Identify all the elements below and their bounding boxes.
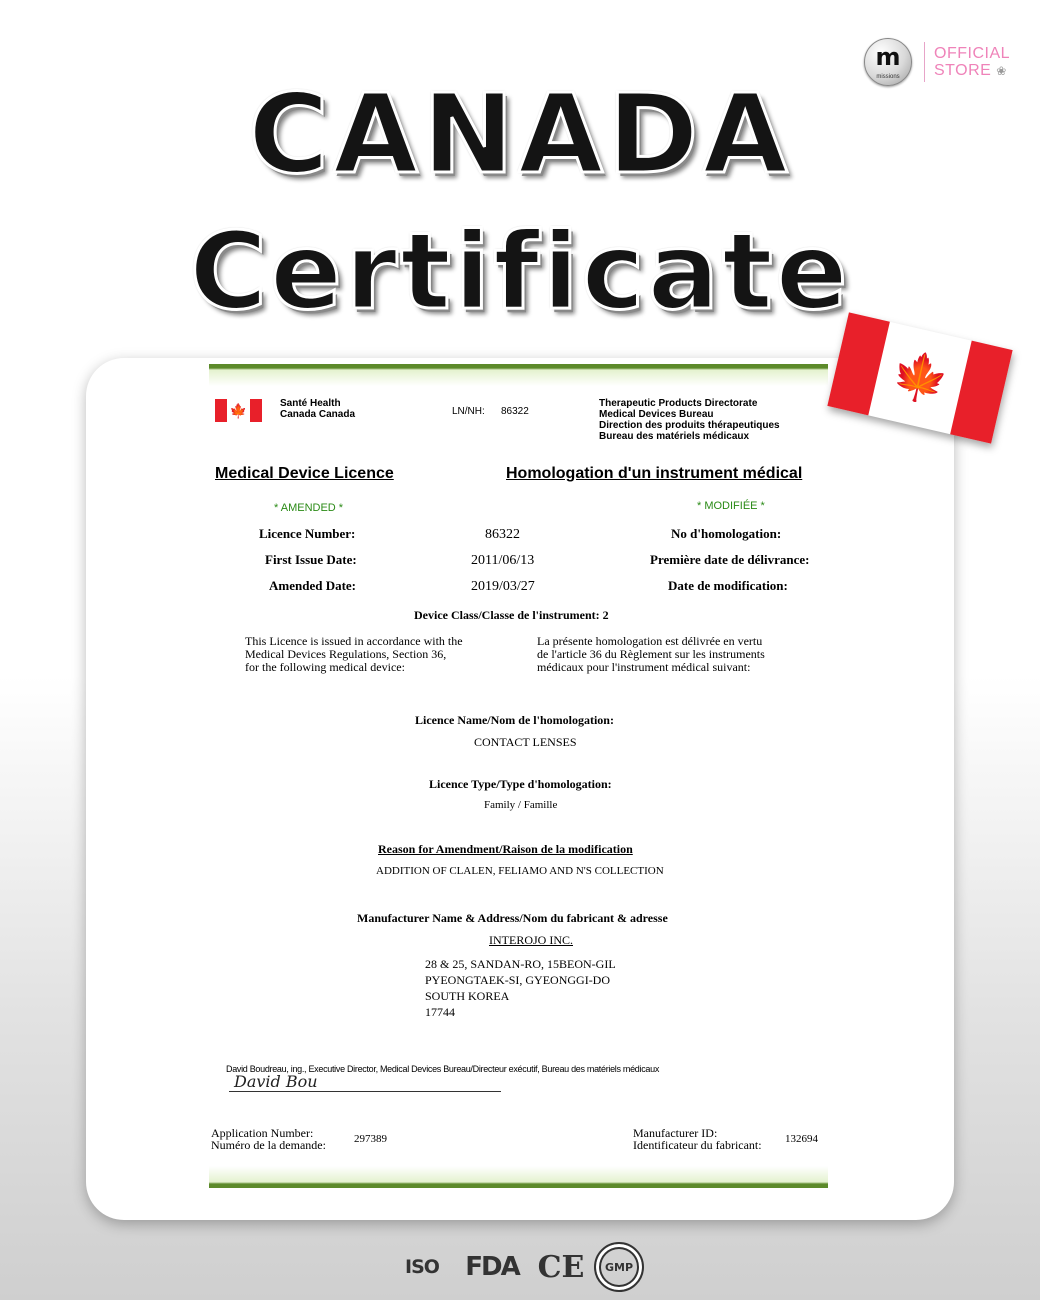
manufacturer-address-line: PYEONGTAEK-SI, GYEONGGI-DO — [425, 973, 611, 987]
manufacturer-id-label-fr: Identificateur du fabricant: — [633, 1138, 762, 1152]
issued-fr-line: de l'article 36 du Règlement sur les instruments — [537, 647, 765, 661]
first-issue-label-fr: Première date de délivrance: — [650, 552, 810, 567]
bottom-green-band — [209, 1166, 828, 1188]
first-issue-date: 2011/06/13 — [471, 553, 535, 568]
issued-en-line: for the following medical device: — [245, 660, 405, 674]
manufacturer-address-line: 17744 — [425, 1005, 455, 1019]
iso-icon: ISO — [405, 1256, 439, 1278]
directorate-line: Therapeutic Products Directorate — [599, 398, 758, 409]
small-maple-leaf-icon: 🍁 — [229, 402, 248, 419]
reason-label: Reason for Amendment/Raison de la modification — [378, 842, 633, 856]
dept-line-1: Santé Health — [280, 398, 341, 409]
licence-type-label: Licence Type/Type d'homologation: — [429, 777, 612, 791]
first-issue-label: First Issue Date: — [265, 552, 357, 567]
maple-leaf-icon: 🍁 — [886, 345, 954, 409]
top-green-band — [209, 364, 828, 386]
ln-value: 86322 — [501, 406, 529, 417]
manufacturer-address-line: SOUTH KOREA — [425, 989, 510, 1003]
manufacturer-name: INTEROJO INC. — [489, 933, 573, 947]
licence-type-value: Family / Famille — [484, 799, 558, 811]
signature-line — [229, 1091, 501, 1092]
small-canada-flag-icon — [215, 399, 262, 422]
issued-fr-line: La présente homologation est délivrée en vertu — [537, 634, 763, 648]
ln-label: LN/NH: — [452, 406, 485, 417]
gmp-icon: GMP — [594, 1242, 644, 1292]
fda-icon: FDA — [465, 1252, 519, 1282]
title-en: Medical Device Licence — [215, 465, 394, 482]
device-class: Device Class/Classe de l'instrument: 2 — [414, 608, 609, 622]
issued-en-line: This Licence is issued in accordance with the — [245, 634, 463, 648]
amended-date-label-fr: Date de modification: — [668, 578, 788, 593]
directorate-line: Direction des produits thérapeutiques — [599, 420, 780, 431]
manufacturer-id-label-en: Manufacturer ID: — [633, 1126, 718, 1140]
manufacturer-label: Manufacturer Name & Address/Nom du fabricant & adresse — [357, 911, 668, 925]
application-label-en: Application Number: — [211, 1126, 314, 1140]
amended-badge-en: * AMENDED * — [274, 502, 344, 514]
official-label: OFFICIAL — [934, 44, 1011, 62]
amended-badge-fr: * MODIFIÉE * — [697, 500, 765, 512]
signatory-line: David Boudreau, ing., Executive Director, Medical Devices Bureau/Directeur exécutif, Bureau des matériels médicaux — [226, 1064, 660, 1074]
application-label-fr: Numéro de la demande: — [211, 1138, 326, 1152]
headline-certificate: Certificate — [189, 210, 851, 333]
application-number: 297389 — [354, 1133, 387, 1145]
licence-number-label: Licence Number: — [259, 526, 356, 541]
headline-canada: CANADA — [248, 70, 792, 198]
licence-number-label-fr: No d'homologation: — [671, 526, 782, 541]
manufacturer-address-line: 28 & 25, SANDAN-RO, 15BEON-GIL — [425, 957, 616, 971]
logo-letter: m — [875, 43, 901, 71]
leaf-icon: ❀ — [996, 63, 1007, 78]
reason-value: ADDITION OF CLALEN, FELIAMO AND N'S COLLECTION — [376, 865, 664, 877]
ce-icon: CE — [537, 1249, 585, 1285]
licence-name-value: CONTACT LENSES — [474, 735, 577, 749]
licence-number-value: 86322 — [485, 527, 520, 542]
directorate-line: Bureau des matériels médicaux — [599, 431, 750, 442]
directorate-line: Medical Devices Bureau — [599, 409, 714, 420]
issued-en-line: Medical Devices Regulations, Section 36, — [245, 647, 447, 661]
licence-name-label: Licence Name/Nom de l'homologation: — [415, 713, 614, 727]
manufacturer-id-value: 132694 — [785, 1133, 818, 1145]
issued-fr-line: médicaux pour l'instrument médical suivant: — [537, 660, 751, 674]
signature: David Bou — [234, 1072, 318, 1091]
logo-name: missions — [876, 74, 900, 80]
amended-date-value: 2019/03/27 — [471, 579, 535, 594]
store-label: STORE — [934, 61, 992, 79]
compliance-badges — [398, 1246, 644, 1288]
dept-line-2: Canada Canada — [280, 409, 356, 420]
title-fr: Homologation d'un instrument médical — [506, 465, 803, 482]
amended-date-label: Amended Date: — [269, 578, 357, 593]
